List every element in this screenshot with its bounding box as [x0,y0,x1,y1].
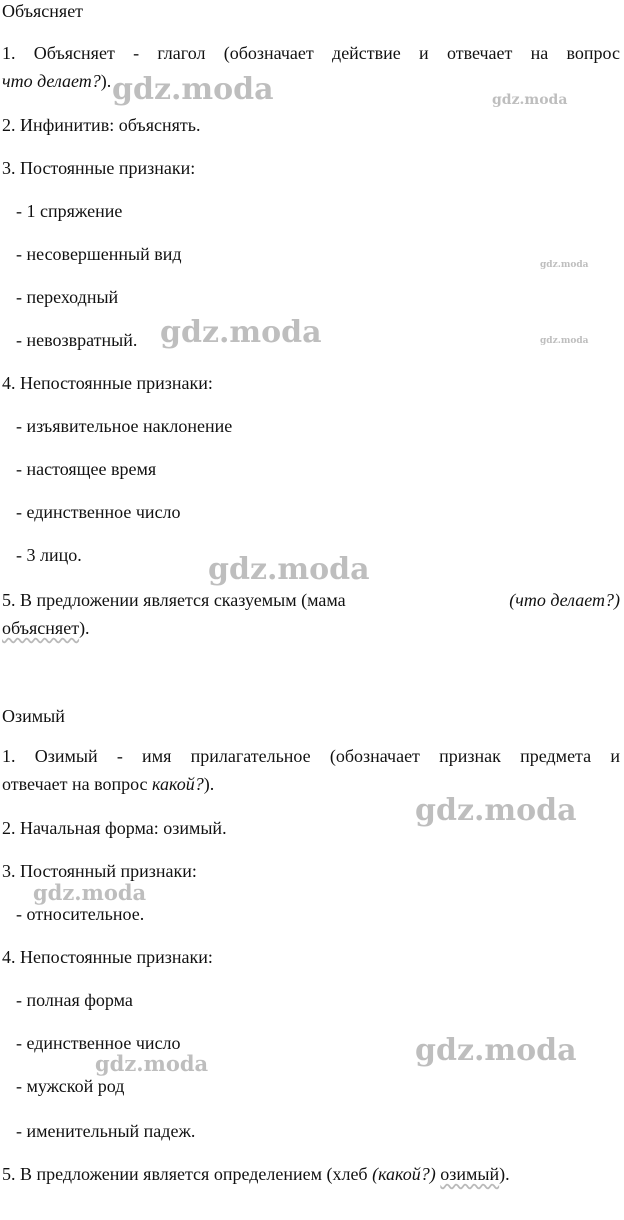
item-1-continuation [2,70,111,92]
list-item: - единственное число [16,502,181,522]
item-1-text: 1. Объясняет - глагол (обозначает действие и отвечает на вопрос [2,43,620,63]
item-2-text: 2. Начальная форма: озимый. [2,818,227,838]
item-4-heading: 4. Непостоянные признаки: [2,947,213,967]
attribute-word: озимый [440,1164,500,1184]
watermark: gdz.moda [415,1033,577,1068]
item-1-text: 1. Озимый - имя прилагательное (обозначает признак предмета и [2,746,620,766]
watermark: gdz.moda [540,260,589,270]
watermark: gdz.moda [112,72,274,107]
watermark: gdz.moda [208,552,370,587]
question-italic: что делает? [2,71,101,91]
list-item: - несовершенный вид [16,244,182,264]
punct: ). [100,71,112,91]
question-italic: какой? [152,774,204,794]
section-title-ozimyy: Озимый [2,706,65,726]
list-item: - невозвратный. [16,330,138,350]
punct: ). [499,1164,510,1184]
watermark: gdz.moda [540,336,589,346]
item-1-head: отвечает на вопрос [2,774,153,794]
item-5-lead: 5. В предложении является сказуемым (мама [2,590,346,610]
list-item: - именительный падеж. [16,1121,196,1141]
item-4-heading: 4. Непостоянные признаки: [2,373,213,393]
list-item: - изъявительное наклонение [16,416,233,436]
watermark: gdz.moda [95,1051,209,1076]
list-item: - настоящее время [16,459,157,479]
item-2-text: 2. Инфинитив: объяснять. [2,115,201,135]
question-italic: (какой?) [372,1164,436,1184]
item-3-heading: 3. Постоянный признаки: [2,861,197,881]
predicate-word: объясняет [2,618,80,638]
watermark: gdz.moda [492,92,568,108]
item-3-heading: 3. Постоянные признаки: [2,158,196,178]
list-item: - 1 спряжение [16,201,123,221]
list-item: - мужской род [16,1076,125,1096]
item-5-lead: 5. В предложении является определением (хлеб [2,1164,373,1184]
punct: ). [203,774,215,794]
item-5-text [2,589,620,611]
punct: ). [79,618,90,638]
list-item: - 3 лицо. [16,545,82,565]
list-item: - переходный [16,287,119,307]
section-title-obyasnyaet: Объясняет [2,1,84,21]
item-5-text [2,1163,510,1185]
list-item: - полная форма [16,990,133,1010]
list-item: - единственное число [16,1033,181,1053]
watermark: gdz.moda [160,315,322,350]
item-1-continuation [2,773,214,795]
item-5-continuation [2,617,90,639]
question-italic: (что делает?) [509,590,620,610]
watermark: gdz.moda [33,880,147,905]
list-item: - относительное. [16,904,145,924]
watermark: gdz.moda [415,793,577,828]
